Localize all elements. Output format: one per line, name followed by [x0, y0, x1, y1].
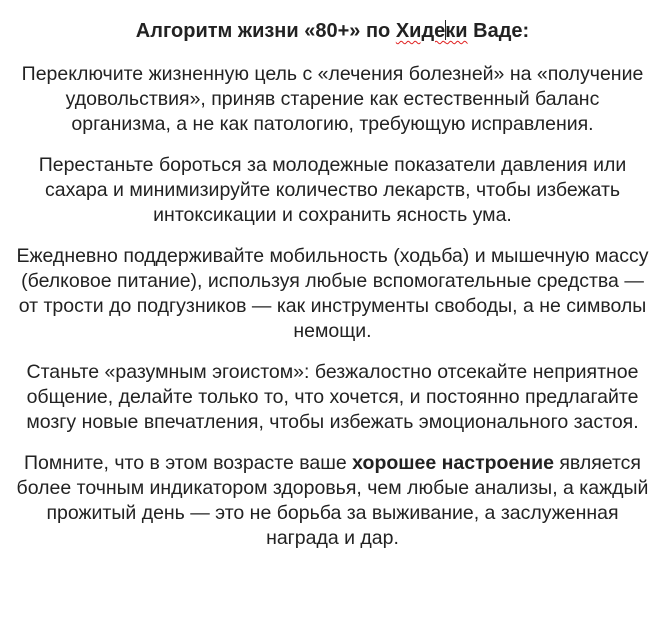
paragraph-1: Переключите жизненную цель с «лечения болезней» на «получение удовольствия», приняв старение как естественный баланс организма, а не как патологию, требующую исправления. — [21, 63, 644, 135]
paragraph-3: Ежедневно поддерживайте мобильность (ходьба) и мышечную массу (белковое питание), используя любые вспомогательные средства — от трости до подгузников — как инструменты свободы, а не символы немощи. — [16, 245, 649, 342]
author-name-misspelled[interactable] — [396, 20, 468, 42]
bold-phrase: хорошее настроение — [352, 452, 554, 474]
title-text-start: Алгоритм жизни «80+» по — [135, 20, 396, 42]
paragraph-4: Станьте «разумным эгоистом»: безжалостно отсекайте неприятное общение, делайте только то, что хочется, и постоянно предлагайте мозгу новые впечатления, чтобы избежать эмоционального застоя. — [26, 361, 639, 433]
paragraph-2: Перестаньте бороться за молодежные показатели давления или сахара и минимизируйте количество лекарств, чтобы избежать интоксикации и сохранить ясность ума. — [38, 154, 627, 226]
title-text-end: Ваде: — [467, 20, 530, 42]
paragraph-5 — [14, 451, 651, 551]
author-name-part-a: Хиде — [395, 20, 446, 42]
paragraph-5-end: является более точным индикатором здоровья, чем любые анализы, а каждый прожитый день — это не борьба за выживание, а заслуженная награда и дар. — [16, 452, 649, 549]
document-title — [14, 18, 651, 44]
author-name-part-b: ки — [445, 20, 468, 42]
paragraph-5-start: Помните, что в этом возрасте ваше — [24, 452, 353, 474]
